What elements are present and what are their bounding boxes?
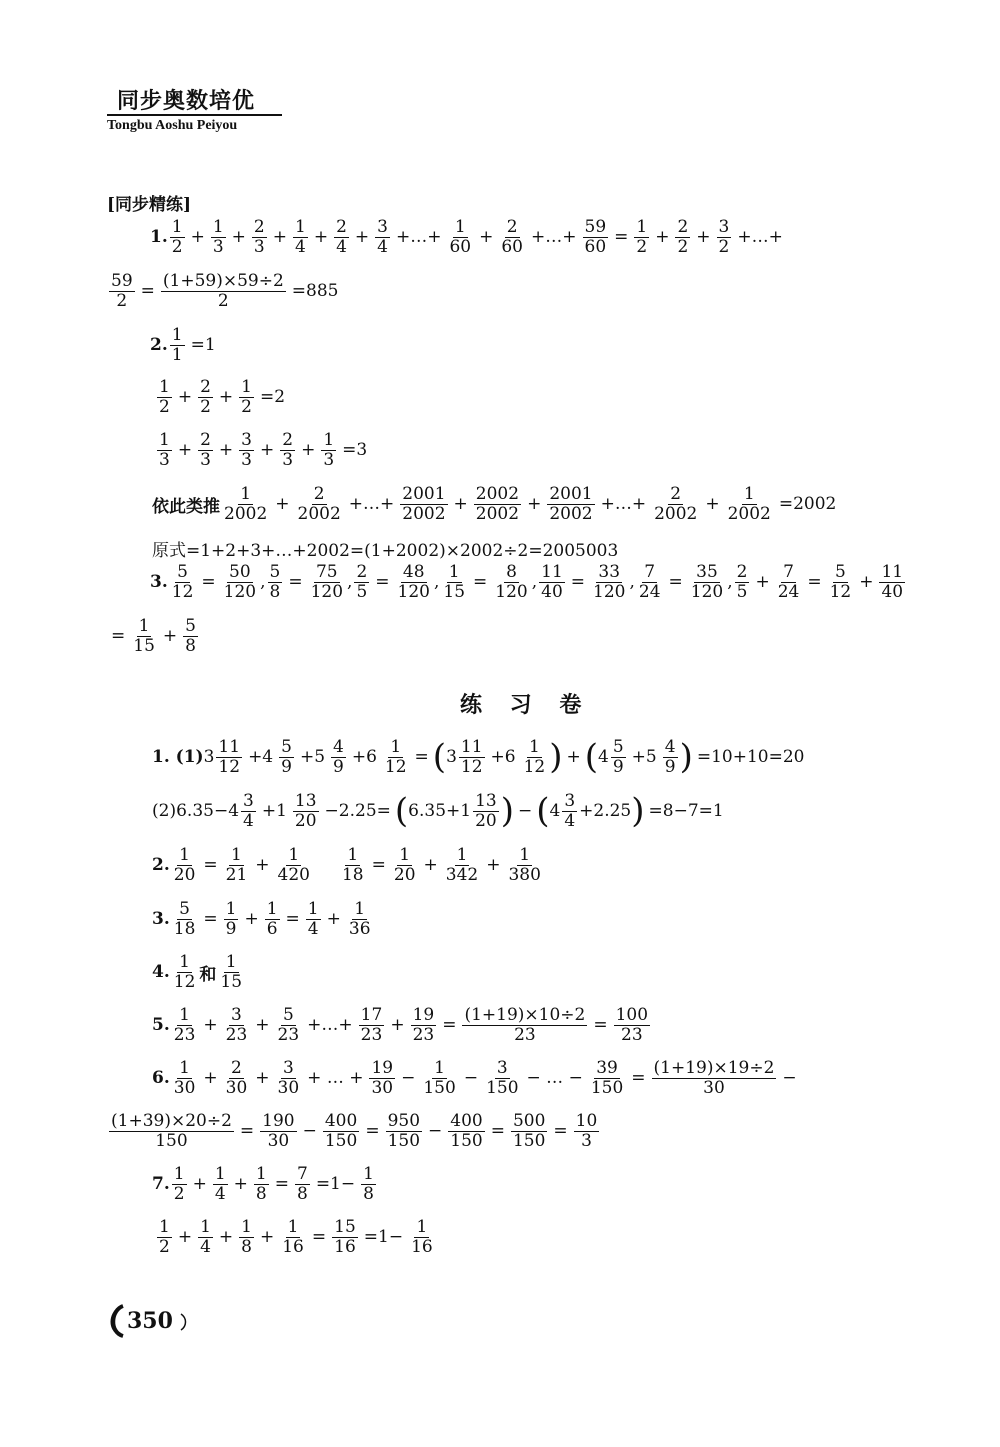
problem-1-line-2: $\frac{59}{2}$ = $\frac{(1+59)\times 59\div 2}{2}$ =885 — [111, 271, 339, 311]
problem-3-label: 3. — [150, 572, 168, 593]
exercise-5-label: 5. — [152, 1015, 170, 1036]
exercise-1-part-1: 1. (1) 3 $\frac{11}{12}$ +4 $\frac{5}{9}$ +5 $\frac{4}{9}$ +6 $\frac{1}{12}$ = ( 3 $\frac{11}{12}$ +6 $\frac{1}{12}$ ) + ( 4 $\frac{5}{9}$ +5 $\frac{4}{9}$ ) =10+10=20 — [152, 737, 805, 778]
exercise-4: 4. $\frac{1}{12}$ 和 $\frac{1}{15}$ — [152, 952, 243, 992]
exercise-1-part-2-label: (2) — [152, 801, 177, 822]
header-title-en: Tongbu Aoshu Peiyou — [107, 118, 238, 133]
problem-1-line-1: 1. $\frac{1}{2}$ + $\frac{1}{3}$ + $\frac{2}{3}$ + $\frac{1}{4}$ + $\frac{2}{4}$ + $\frac{3}{4}$ +…+ $\frac{1}{60}$ + $\frac{2}{60}$ +…+ $\frac{59}{60}$ = $\frac{1}{2}$ + $\frac{2}{2}$ + $\frac{3}{2}$ +…+ — [150, 217, 783, 257]
exercise-6-line-1: 6. $\frac{1}{30}$ + $\frac{2}{30}$ + $\frac{3}{30}$ + … + $\frac{19}{30}$ − $\frac{1}{150}$ − $\frac{3}{150}$ − … − $\frac{39}{150}$ = $\frac{(1+19)\times 19\div 2}{30}$ − — [152, 1058, 797, 1098]
problem-1-label: 1. — [150, 227, 168, 248]
exercise-2-label: 2. — [152, 855, 170, 876]
exercise-1-label: 1. (1) — [152, 747, 204, 768]
exercise-title: 练 习 卷 — [460, 692, 592, 718]
problem-2-result-text: 原式=1+2+3+…+2002=(1+2002)×2002÷2=2005003 — [152, 541, 619, 561]
problem-2-line-3: $\frac{1}{3}$ + $\frac{2}{3}$ + $\frac{3}{3}$ + $\frac{2}{3}$ + $\frac{1}{3}$ =3 — [159, 430, 368, 470]
problem-3-line-2: = $\frac{1}{15}$ + $\frac{5}{8}$ — [111, 616, 196, 656]
header-rule — [107, 114, 282, 116]
exercise-6-label: 6. — [152, 1068, 170, 1089]
exercise-4-and: 和 — [199, 964, 217, 985]
page-number-badge — [107, 1302, 193, 1340]
problem-2-line-4: 依此类推 $\frac{1}{2002}$ + $\frac{2}{2002}$ +…+ $\frac{2001}{2002}$ + $\frac{2002}{2002}$ + $\frac{2001}{2002}$ +…+ $\frac{2}{2002}$ + $\frac{1}{2002}$ =2002 — [152, 484, 837, 524]
page-number: 350 — [127, 1308, 173, 1334]
exercise-6-line-2: $\frac{(1+39)\times 20\div 2}{150}$ = $\frac{190}{30}$ − $\frac{400}{150}$ = $\frac{950}{150}$ − $\frac{400}{150}$ = $\frac{500}{150}$ = $\frac{10}{3}$ — [111, 1111, 598, 1151]
problem-2-result — [152, 536, 618, 561]
problem-2-infer: 依此类推 — [152, 496, 220, 517]
exercise-5: 5. $\frac{1}{23}$ + $\frac{3}{23}$ + $\frac{5}{23}$ +…+ $\frac{17}{23}$ + $\frac{19}{23}$ = $\frac{(1+19)\times 10\div 2}{23}$ = $\frac{100}{23}$ — [152, 1005, 649, 1045]
exercise-3-label: 3. — [152, 909, 170, 930]
exercise-2: 2. $\frac{1}{20}$ = $\frac{1}{21}$ + $\frac{1}{420}$ $\frac{1}{18}$ = $\frac{1}{20}$ + $\frac{1}{342}$ + $\frac{1}{380}$ — [152, 845, 541, 885]
exercise-7-line-2: $\frac{1}{2}$ + $\frac{1}{4}$ + $\frac{1}{8}$ + $\frac{1}{16}$ = $\frac{15}{16}$ =1− $\frac{1}{16}$ — [159, 1217, 433, 1257]
exercise-4-label: 4. — [152, 962, 170, 983]
problem-2-line-1: 2. $\frac{1}{1}$ =1 — [150, 325, 216, 365]
section-heading: [同步精练] — [107, 195, 192, 215]
exercise-7-line-1: 7. $\frac{1}{2}$ + $\frac{1}{4}$ + $\frac{1}{8}$ = $\frac{7}{8}$ =1− $\frac{1}{8}$ — [152, 1164, 374, 1204]
header-title-cn: 同步奥数培优 — [117, 88, 256, 114]
problem-2-line-2: $\frac{1}{2}$ + $\frac{2}{2}$ + $\frac{1}{2}$ =2 — [159, 377, 286, 417]
exercise-3: 3. $\frac{5}{18}$ = $\frac{1}{9}$ + $\frac{1}{6}$ = $\frac{1}{4}$ + $\frac{1}{36}$ — [152, 899, 371, 939]
problem-3-line-1: 3. $\frac{5}{12}$ = $\frac{50}{120}$ , $\frac{5}{8}$ = $\frac{75}{120}$ , $\frac{2}{5}$ = $\frac{48}{120}$ , $\frac{1}{15}$ = $\frac{8}{120}$ , $\frac{11}{40}$ = $\frac{33}{120}$ , $\frac{7}{24}$ = $\frac{35}{120}$ , $\frac{2}{5}$ + $\frac{7}{24}$ = $\frac{5}{12}$ + $\frac{11}{40}$ — [150, 562, 904, 602]
exercise-1-part-2: (2) 6.35−4 $\frac{3}{4}$ +1 $\frac{13}{20}$ −2.25= ( 6.35+1 $\frac{13}{20}$ ) − ( 4 $\frac{3}{4}$ +2.25 ) =8−7=1 — [152, 791, 724, 832]
exercise-7-label: 7. — [152, 1174, 170, 1195]
problem-2-label: 2. — [150, 335, 168, 356]
